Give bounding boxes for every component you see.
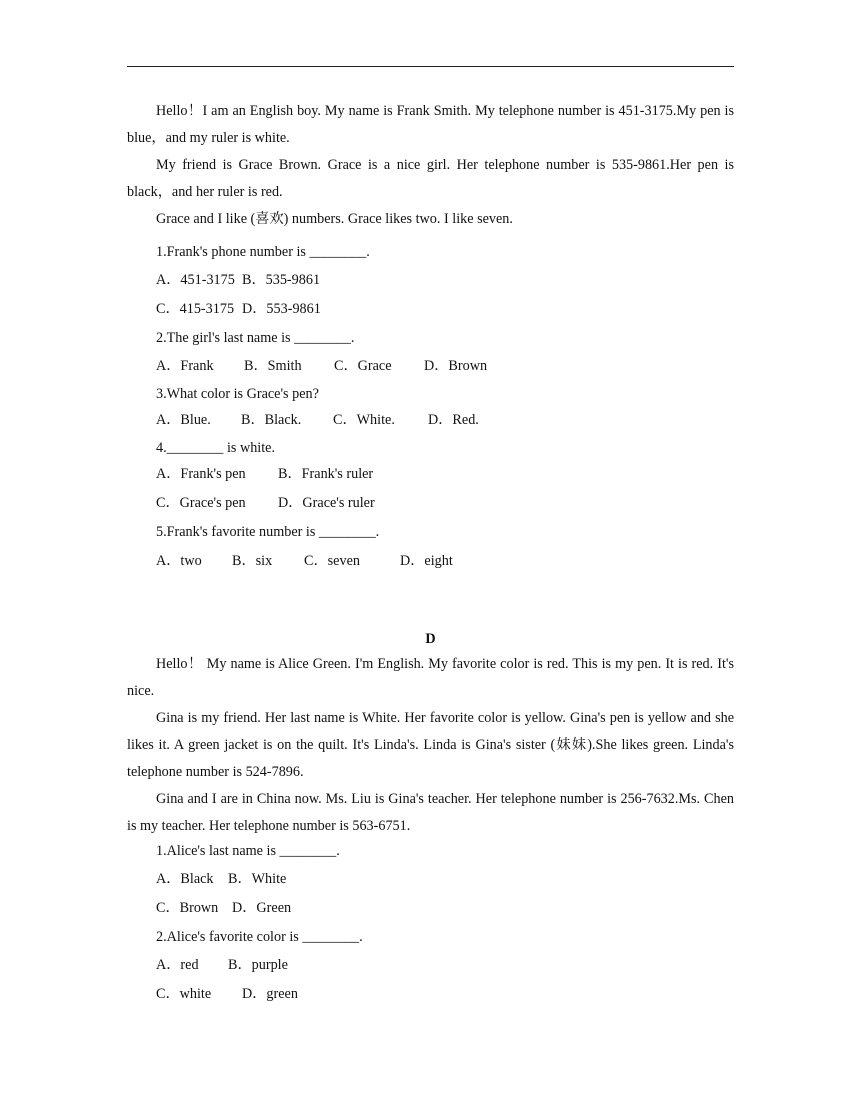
option: B．535-9861	[242, 272, 321, 288]
option: A．Frank's pen	[156, 466, 246, 482]
option: C．415-3175	[156, 301, 235, 317]
header-rule	[127, 66, 734, 67]
section-heading: D	[425, 631, 436, 647]
paragraph: Gina and I are in China now. Ms. Liu is Gina's teacher. Her telephone number is 256-7632.Ms. Chen is my teacher. Her telephone number is 563-6751.	[127, 791, 734, 834]
question-stem: 3.What color is Grace's pen?	[156, 386, 319, 402]
option: B．Black.	[241, 412, 302, 428]
question-stem: 4.________ is white.	[156, 440, 276, 456]
option: D．553-9861	[242, 301, 321, 317]
option: A．red	[156, 957, 199, 973]
question-stem: 1.Frank's phone number is ________.	[156, 244, 370, 260]
options-row	[156, 551, 453, 571]
options-row	[156, 955, 288, 975]
paragraph: Hello！I am an English boy. My name is Frank Smith. My telephone number is 451-3175.My pen is blue，and my ruler is white.	[127, 103, 734, 146]
paragraph: My friend is Grace Brown. Grace is a nice girl. Her telephone number is 535-9861.Her pen is black，and her ruler is red.	[127, 157, 734, 200]
option: A．Black	[156, 871, 214, 887]
options-row	[156, 869, 286, 889]
option: C．seven	[304, 553, 360, 569]
passage-d	[127, 651, 734, 840]
option: D．Grace's ruler	[278, 495, 375, 511]
option: C．White.	[333, 412, 395, 428]
options-row	[156, 984, 298, 1004]
paragraph: Grace and I like (喜欢) numbers. Grace likes two. I like seven.	[156, 211, 513, 227]
option: A．Blue.	[156, 412, 211, 428]
paragraph: Hello！ My name is Alice Green. I'm English. My favorite color is red. This is my pen. It is red. It's nice.	[127, 656, 734, 699]
paragraph: Gina is my friend. Her last name is White. Her favorite color is yellow. Gina's pen is yellow and she likes it. A green jacket is on the quilt. It's Linda's. Linda is Gina's sister (妹妹).She likes green. Linda's telephone number is 524-7896.	[127, 710, 734, 780]
option: C．white	[156, 986, 212, 1002]
option: B．purple	[228, 957, 288, 973]
option: D．Brown	[424, 358, 488, 374]
option: D．eight	[400, 553, 453, 569]
option: C．Brown	[156, 900, 219, 916]
option: C．Grace	[334, 358, 392, 374]
question-stem: 1.Alice's last name is ________.	[156, 843, 340, 859]
question-stem: 2.Alice's favorite color is ________.	[156, 929, 363, 945]
options-row	[156, 464, 373, 484]
passage-c	[127, 98, 734, 233]
option: B．six	[232, 553, 273, 569]
option: B．White	[228, 871, 287, 887]
option: D．Green	[232, 900, 292, 916]
options-row	[156, 270, 320, 290]
option: B．Frank's ruler	[278, 466, 374, 482]
option: C．Grace's pen	[156, 495, 246, 511]
question-stem: 5.Frank's favorite number is ________.	[156, 524, 380, 540]
option: A．two	[156, 553, 202, 569]
option: D．Red.	[428, 412, 479, 428]
option: A．Frank	[156, 358, 214, 374]
options-row	[156, 356, 487, 376]
options-row	[156, 898, 291, 918]
options-row	[156, 493, 375, 513]
question-stem: 2.The girl's last name is ________.	[156, 330, 355, 346]
options-row	[156, 299, 321, 319]
option: A．451-3175	[156, 272, 235, 288]
options-row	[156, 410, 479, 430]
option: D．green	[242, 986, 298, 1002]
option: B．Smith	[244, 358, 302, 374]
